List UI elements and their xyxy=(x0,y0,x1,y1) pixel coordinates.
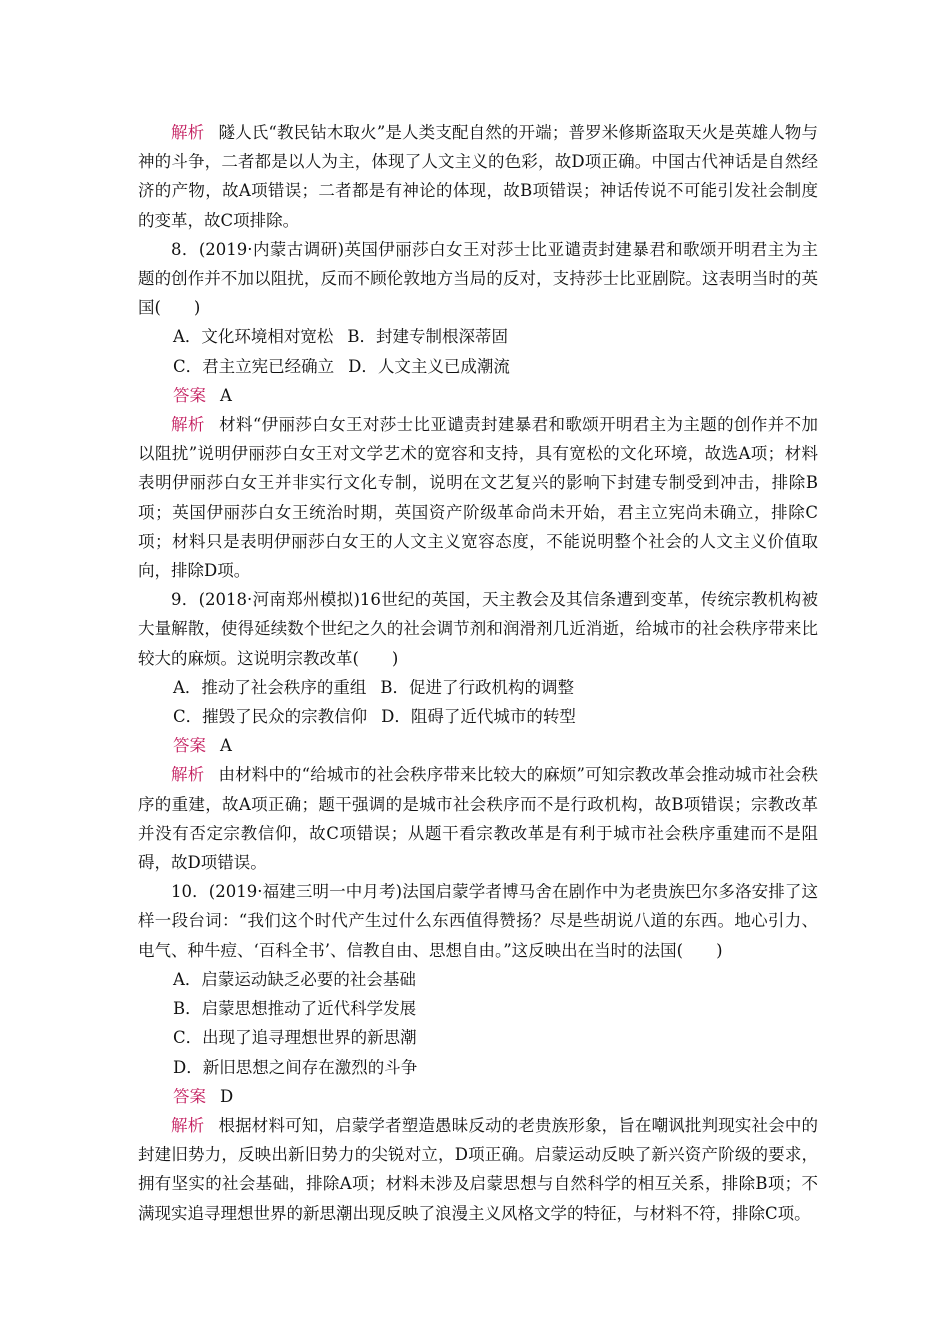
q9-option-d: D．阻碍了近代城市的转型 xyxy=(381,707,576,727)
q10-option-b: B．启蒙思想推动了近代科学发展 xyxy=(173,999,417,1019)
analysis-text: 隧人氏“教民钻木取火”是人类支配自然的开端；普罗米修斯盗取天火是英雄人物与神的斗争，二者都是以人为主，体现了人文主义的色彩，故D项正确。中国古代神话是自然经济的产物，故A项错误；二者都是有神论的体现，故B项错误；神话传说不可能引发社会制度的变革，故C项排除。 xyxy=(138,123,819,230)
analysis-text: 材料“伊丽莎白女王对莎士比亚谴责封建暴君和歌颂开明君主为主题的创作并不加以阻扰”说明伊丽莎白女王对文学艺术的宽容和支持，具有宽松的文化环境，故选A项；材料表明伊丽莎白女王并非实行文化专制，说明在文艺复兴的影响下封建专制受到冲击，排除B项；英国伊丽莎白女王统治时期，英国资产阶级革命尚未开始，君主立宪尚未确立，排除C项；材料只是表明伊丽莎白女王的人文主义宽容态度，不能说明整个社会的人文主义价值取向，排除D项。 xyxy=(138,415,819,581)
analysis-label: 解析 xyxy=(171,1115,205,1135)
q9-option-a: A．推动了社会秩序的重组 xyxy=(173,677,367,697)
q8-option-d: D．人文主义已成潮流 xyxy=(348,356,510,376)
q8-option-b: B．封建专制根深蒂固 xyxy=(347,327,509,347)
q8-options-row-1 xyxy=(138,322,818,351)
answer-label: 答案 xyxy=(173,736,206,756)
q8-option-c: C．君主立宪已经确立 xyxy=(173,356,335,376)
answer-label: 答案 xyxy=(173,1086,206,1106)
q10-stem: 10．(2019·福建三明一中月考)法国启蒙学者博马舍在剧作中为老贵族巴尔多洛安排了这样一段台词：“我们这个时代产生过什么东西值得赞扬？尽是些胡说八道的东西。地心引力、电气、种牛痘、‘百科全书’、信教自由、思想自由。”这反映出在当时的法国( ) xyxy=(138,882,818,960)
q9-answer xyxy=(138,731,818,760)
answer-label: 答案 xyxy=(173,385,206,405)
q9-option-b: B．促进了行政机构的调整 xyxy=(380,677,575,697)
q10-option-a: A．启蒙运动缺乏必要的社会基础 xyxy=(173,969,416,989)
q10-option-d: D．新旧思想之间存在激烈的斗争 xyxy=(173,1057,418,1077)
q8-analysis xyxy=(138,410,818,585)
analysis-label: 解析 xyxy=(171,765,205,785)
analysis-label: 解析 xyxy=(171,415,205,435)
q10-answer xyxy=(138,1082,818,1111)
analysis-text: 根据材料可知，启蒙学者塑造愚昧反动的老贵族形象，旨在嘲讽批判现实社会中的封建旧势力，反映出新旧势力的尖锐对立，D项正确。启蒙运动反映了新兴资产阶级的要求，拥有坚实的社会基础，排除A项；材料未涉及启蒙思想与自然科学的相互关系，排除B项；不满现实追寻理想世界的新思潮出现反映了浪漫主义风格文学的特征，与材料不符，排除C项。 xyxy=(138,1115,819,1223)
q9-options-row-2 xyxy=(138,702,818,731)
q9-options-row-1 xyxy=(138,673,818,702)
q8-options-row-2 xyxy=(138,352,818,381)
answer-value: A xyxy=(220,385,232,405)
q10-option-c: C．出现了追寻理想世界的新思潮 xyxy=(173,1028,417,1048)
q8-stem: 8．(2019·内蒙古调研)英国伊丽莎白女王对莎士比亚谴责封建暴君和歌颂开明君主为主题的创作并不加以阻扰，反而不顾伦敦地方当局的反对，支持莎士比亚剧院。这表明当时的英国( ) xyxy=(138,239,818,318)
document-page xyxy=(138,118,818,1228)
q9-analysis xyxy=(138,760,818,877)
answer-value: A xyxy=(220,736,232,756)
analysis-label: 解析 xyxy=(171,123,205,142)
q7-analysis xyxy=(138,118,818,235)
q8-option-a: A．文化环境相对宽松 xyxy=(173,327,334,347)
analysis-text: 由材料中的“给城市的社会秩序带来比较大的麻烦”可知宗教改革会推动城市社会秩序的重建，故A项正确；题干强调的是城市社会秩序而不是行政机构，故B项错误；宗教改革并没有否定宗教信仰，故C项错误；从题干看宗教改革是有利于城市社会秩序重建而不是阻碍，故D项错误。 xyxy=(138,765,819,873)
q8-answer xyxy=(138,381,818,410)
q10-analysis xyxy=(138,1111,818,1228)
answer-value: D xyxy=(220,1086,234,1106)
q9-option-c: C．摧毁了民众的宗教信仰 xyxy=(173,707,368,727)
q9-stem: 9．(2018·河南郑州模拟)16世纪的英国，天主教会及其信条遭到变革，传统宗教机构被大量解散，使得延续数个世纪之久的社会调节剂和润滑剂几近消逝，给城市的社会秩序带来比较大的麻烦。这说明宗教改革( ) xyxy=(138,590,818,668)
